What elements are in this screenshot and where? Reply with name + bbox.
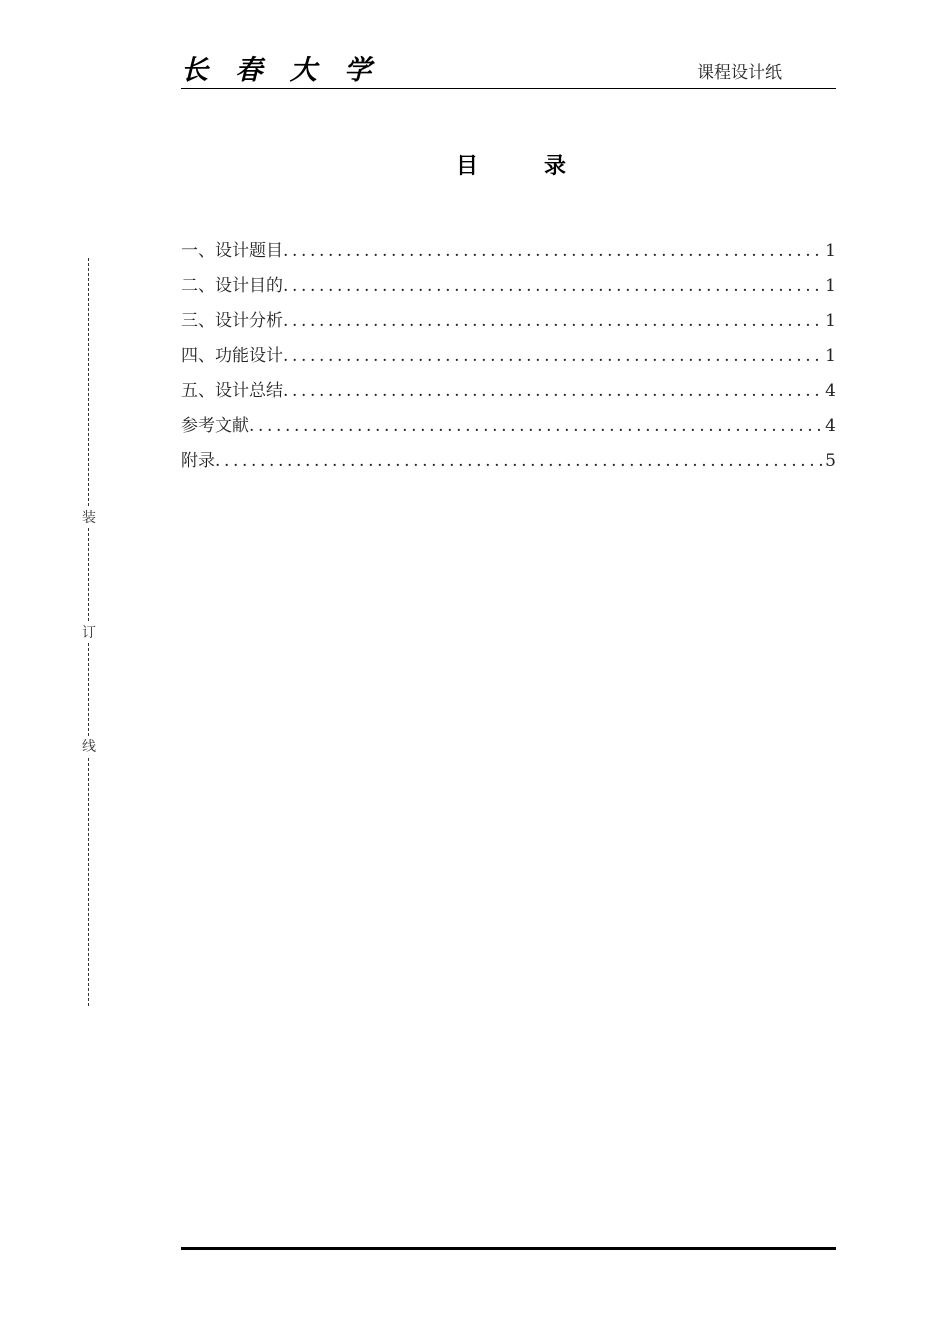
toc-entry-3[interactable] xyxy=(181,298,836,333)
toc-entry-label: 二、设计目的 xyxy=(181,276,283,296)
page-header xyxy=(181,52,836,89)
university-logo: 长 春 大 学 xyxy=(181,55,381,86)
toc-title-char-2: 录 xyxy=(543,154,566,179)
toc-dot-leader xyxy=(283,379,823,403)
toc-title xyxy=(456,152,566,182)
toc-page-number: 4 xyxy=(825,381,836,401)
toc-dot-leader xyxy=(283,274,823,298)
paper-type-label: 课程设计纸 xyxy=(697,63,782,83)
toc-entry-label: 参考文献 xyxy=(181,416,249,436)
toc-entry-label: 五、设计总结 xyxy=(181,381,283,401)
binding-label-zhuang: 装 xyxy=(79,508,99,528)
table-of-contents xyxy=(181,228,836,473)
toc-entry-4[interactable] xyxy=(181,333,836,368)
toc-page-number: 1 xyxy=(825,241,836,261)
toc-title-char-1: 目 xyxy=(456,154,479,179)
toc-entry-label: 四、功能设计 xyxy=(181,346,283,366)
toc-entry-label: 附录 xyxy=(181,451,215,471)
toc-page-number: 4 xyxy=(825,416,836,436)
toc-page-number: 5 xyxy=(825,451,836,471)
toc-dot-leader xyxy=(249,414,823,438)
toc-entry-6[interactable] xyxy=(181,403,836,438)
toc-entry-label: 三、设计分析 xyxy=(181,311,283,331)
toc-page-number: 1 xyxy=(825,311,836,331)
toc-entry-2[interactable] xyxy=(181,263,836,298)
binding-label-ding: 订 xyxy=(79,623,99,643)
toc-page-number: 1 xyxy=(825,276,836,296)
toc-dot-leader xyxy=(283,309,823,333)
toc-dot-leader xyxy=(283,239,823,263)
toc-page-number: 1 xyxy=(825,346,836,366)
toc-entry-5[interactable] xyxy=(181,368,836,403)
toc-dot-leader xyxy=(215,449,823,473)
toc-entry-1[interactable] xyxy=(181,228,836,263)
toc-entry-label: 一、设计题目 xyxy=(181,241,283,261)
footer-rule xyxy=(181,1247,836,1250)
binding-label-xian: 线 xyxy=(79,737,99,757)
toc-entry-7[interactable] xyxy=(181,438,836,473)
toc-dot-leader xyxy=(283,344,823,368)
